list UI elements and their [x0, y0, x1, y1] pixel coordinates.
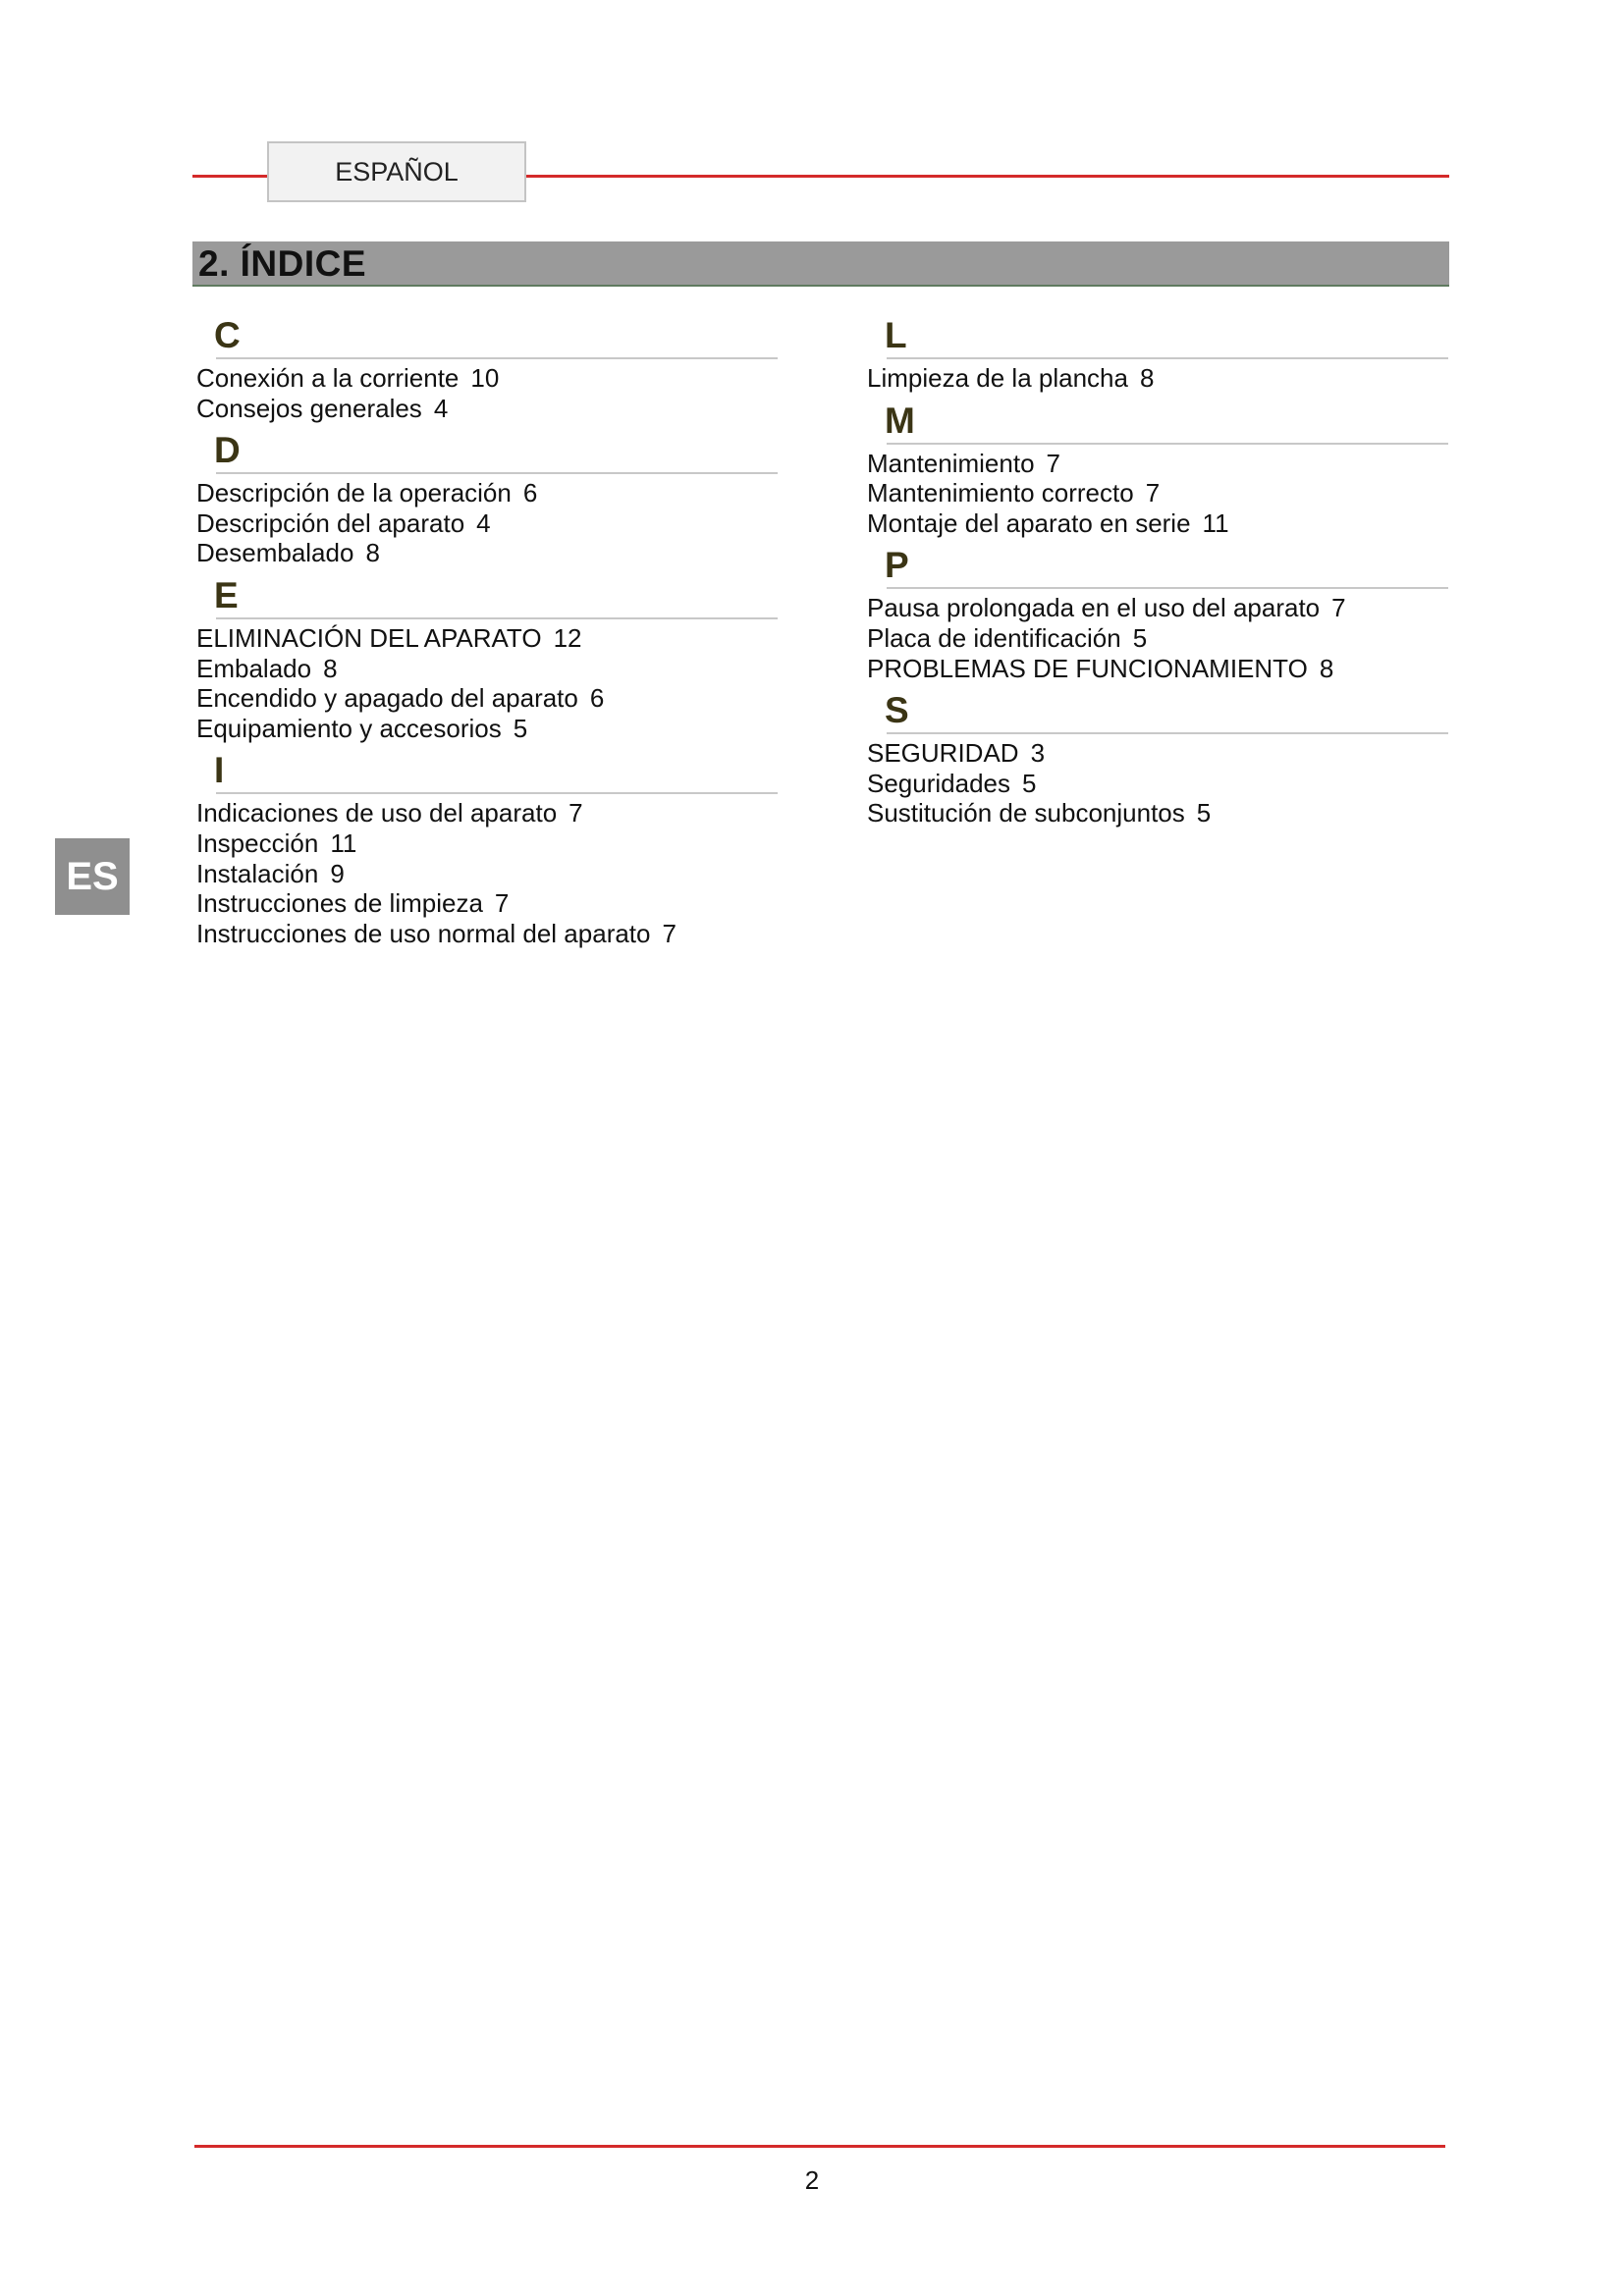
index-entry: [867, 738, 1448, 769]
index-entry: [196, 859, 778, 889]
entry-page-number: 5: [513, 713, 528, 743]
entry-page-number: 8: [1319, 653, 1334, 683]
page-number: 2: [804, 2165, 820, 2195]
footer-rule: [194, 2145, 1445, 2148]
language-side-tab: ES: [55, 838, 130, 915]
entry-page-number: 7: [1046, 448, 1061, 478]
entry-text: Descripción de la operación: [196, 478, 512, 508]
entry-page-number: 9: [330, 858, 345, 888]
index-entry: [196, 888, 778, 919]
entry-text: Indicaciones de uso del aparato: [196, 798, 558, 828]
language-tab: ESPAÑOL: [267, 141, 526, 202]
index-entry: [196, 919, 778, 949]
index-group: [196, 747, 778, 948]
entry-text: Desembalado: [196, 538, 354, 568]
letter-divider: [216, 472, 778, 474]
entry-text: Placa de identificación: [867, 622, 1121, 653]
entry-page-number: 8: [365, 538, 380, 568]
index-entry: [867, 363, 1448, 394]
index-entry: [867, 593, 1448, 623]
entry-text: Sustitución de subconjuntos: [867, 798, 1185, 828]
index-letter: L: [885, 315, 907, 355]
index-group: [196, 427, 778, 568]
index-group: [867, 687, 1448, 828]
index-entry: [867, 654, 1448, 684]
entry-text: Instrucciones de limpieza: [196, 888, 483, 919]
index-entry: [867, 478, 1448, 508]
entry-page-number: 11: [1202, 507, 1229, 538]
entry-text: Descripción del aparato: [196, 507, 465, 538]
letter-divider: [887, 443, 1448, 445]
section-title: 2. ÍNDICE: [198, 243, 367, 284]
index-entry: [867, 449, 1448, 479]
entry-text: Pausa prolongada en el uso del aparato: [867, 593, 1321, 623]
index-letter: P: [885, 545, 909, 586]
entry-page-number: 11: [330, 828, 357, 858]
entry-page-number: 4: [433, 393, 449, 423]
entry-page-number: 7: [494, 888, 510, 919]
entry-text: Embalado: [196, 653, 312, 683]
entry-text: SEGURIDAD: [867, 738, 1019, 769]
index-entry: [196, 478, 778, 508]
entry-page-number: 6: [522, 478, 538, 508]
entry-text: Instrucciones de uso normal del aparato: [196, 918, 651, 948]
index-entry: [196, 363, 778, 394]
entry-text: Equipamiento y accesorios: [196, 713, 502, 743]
index-entry: [196, 798, 778, 828]
entry-page-number: 6: [589, 683, 605, 714]
entry-page-number: 5: [1132, 622, 1148, 653]
index-letter: I: [214, 750, 225, 791]
letter-divider: [216, 357, 778, 359]
index-entry: [867, 769, 1448, 799]
section-header: [192, 241, 1449, 287]
index-letter: M: [885, 400, 915, 441]
index-letter: C: [214, 315, 241, 355]
letter-divider: [216, 617, 778, 619]
index-entry: [867, 508, 1448, 539]
entry-text: PROBLEMAS DE FUNCIONAMIENTO: [867, 653, 1308, 683]
index-group: [196, 572, 778, 743]
index-letter: E: [214, 574, 239, 615]
entry-page-number: 12: [553, 622, 582, 653]
entry-text: Inspección: [196, 828, 319, 858]
letter-divider: [887, 732, 1448, 734]
entry-text: Limpieza de la plancha: [867, 363, 1128, 393]
entry-text: Encendido y apagado del aparato: [196, 683, 578, 714]
entry-page-number: 3: [1030, 738, 1046, 769]
index-column-right: [867, 312, 1448, 832]
index-column-left: [196, 312, 778, 952]
index-entry: [196, 623, 778, 654]
index-group: [867, 312, 1448, 394]
index-entry: [196, 683, 778, 714]
entry-page-number: 8: [1139, 363, 1155, 393]
entry-page-number: 7: [1331, 593, 1346, 623]
index-entry: [196, 394, 778, 424]
entry-page-number: 5: [1196, 798, 1212, 828]
letter-divider: [216, 792, 778, 794]
letter-divider: [887, 587, 1448, 589]
index-entry: [196, 538, 778, 568]
index-letter: D: [214, 430, 241, 471]
index-letter: S: [885, 690, 909, 731]
entry-text: Instalación: [196, 858, 319, 888]
index-entry: [196, 508, 778, 539]
index-entry: [196, 828, 778, 859]
entry-text: Seguridades: [867, 768, 1010, 798]
entry-page-number: 7: [568, 798, 583, 828]
entry-text: Mantenimiento correcto: [867, 478, 1134, 508]
index-group: [196, 312, 778, 423]
entry-text: Consejos generales: [196, 393, 422, 423]
entry-page-number: 8: [323, 653, 338, 683]
index-entry: [196, 654, 778, 684]
entry-page-number: 4: [476, 507, 491, 538]
index-entry: [867, 798, 1448, 828]
index-entry: [867, 623, 1448, 654]
entry-page-number: 7: [1145, 478, 1161, 508]
entry-page-number: 5: [1022, 768, 1037, 798]
entry-text: Mantenimiento: [867, 448, 1035, 478]
index-group: [867, 398, 1448, 539]
entry-page-number: 10: [470, 363, 500, 393]
index-group: [867, 542, 1448, 683]
index-entry: [196, 714, 778, 744]
letter-divider: [887, 357, 1448, 359]
entry-text: Montaje del aparato en serie: [867, 507, 1191, 538]
entry-page-number: 7: [662, 918, 677, 948]
entry-text: ELIMINACIÓN DEL APARATO: [196, 622, 542, 653]
entry-text: Conexión a la corriente: [196, 363, 460, 393]
